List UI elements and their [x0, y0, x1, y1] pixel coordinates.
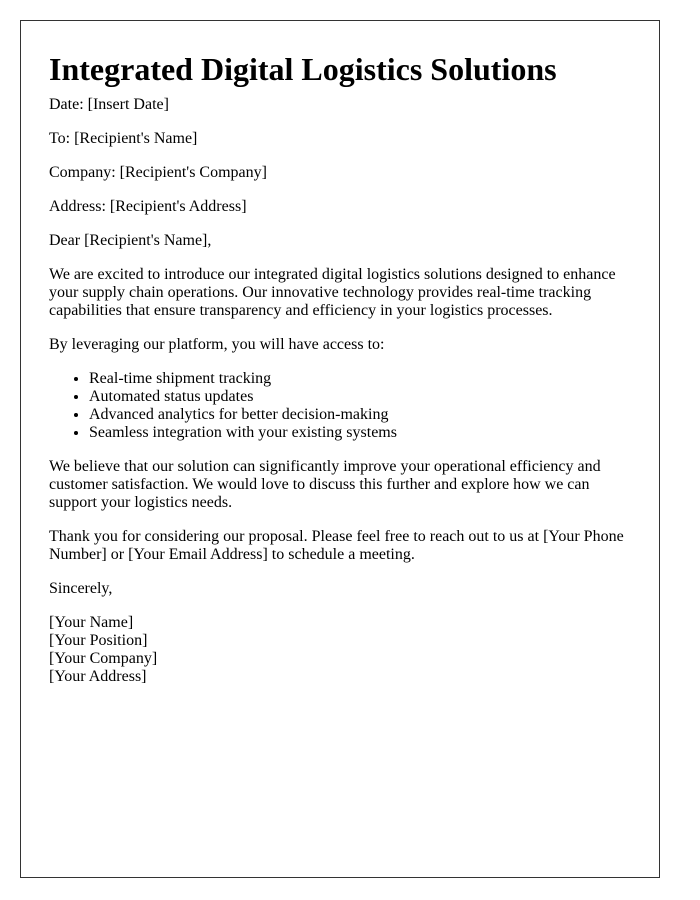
signature-address: [Your Address]	[49, 668, 147, 685]
list-item: • Real-time shipment tracking	[89, 370, 631, 388]
signature-block	[49, 614, 631, 686]
list-item: • Advanced analytics for better decision-making	[89, 406, 631, 424]
recipient-name-line: To: [Recipient's Name]	[49, 130, 198, 147]
list-intro-paragraph: By leveraging our platform, you will have access to:	[49, 336, 385, 353]
intro-paragraph: We are excited to introduce our integrated digital logistics solutions designed to enhance your supply chain operations. Our innovative technology provides real-time tracking capabilities that ensure transparency and efficiency in your logistics processes.	[49, 266, 616, 319]
closing: Sincerely,	[49, 580, 113, 597]
letter-title: Integrated Digital Logistics Solutions	[49, 51, 557, 87]
list-item: • Automated status updates	[89, 388, 631, 406]
signature-position: [Your Position]	[49, 632, 148, 649]
list-item: • Seamless integration with your existing systems	[89, 424, 631, 442]
thanks-paragraph: Thank you for considering our proposal. Please feel free to reach out to us at [Your Phone Number] or [Your Email Address] to schedule a meeting.	[49, 528, 624, 563]
signature-name: [Your Name]	[49, 614, 134, 631]
recipient-address-line: Address: [Recipient's Address]	[49, 198, 247, 215]
salutation: Dear [Recipient's Name],	[49, 232, 212, 249]
recipient-company-line: Company: [Recipient's Company]	[49, 164, 267, 181]
feature-list	[49, 370, 631, 442]
signature-company: [Your Company]	[49, 650, 158, 667]
date-line: Date: [Insert Date]	[49, 96, 169, 113]
letter-page	[20, 20, 660, 878]
benefit-paragraph: We believe that our solution can significantly improve your operational efficiency and customer satisfaction. We would love to discuss this further and explore how we can support your logistics needs.	[49, 458, 601, 511]
